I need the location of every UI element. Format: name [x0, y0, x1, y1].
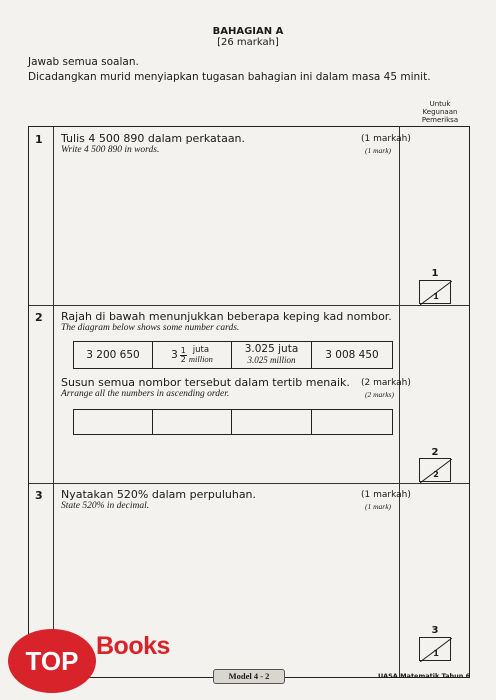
question-2-instruction-translation: Arrange all the numbers in ascending order.	[61, 389, 230, 399]
question-2-score-label: 2	[431, 447, 439, 458]
question-2-translation: The diagram below shows some number cards.	[61, 323, 240, 333]
number-card-2-fraction: $\frac{1}{2}$	[180, 345, 186, 364]
footer-subject: UASA Matematik Tahun 6	[378, 672, 471, 680]
question-1-marks-en: (1 mark)	[365, 146, 392, 155]
question-3-marks-en: (1 mark)	[365, 502, 392, 511]
instruction-line-1: Jawab semua soalan.	[28, 56, 139, 68]
answer-box-2[interactable]	[153, 410, 232, 434]
question-3-score-label: 3	[431, 625, 439, 636]
question-2-marks: (2 markah)	[361, 378, 411, 388]
question-3-text: Nyatakan 520% dalam perpuluhan.	[61, 488, 257, 501]
question-1-translation: Write 4 500 890 in words.	[61, 145, 160, 155]
question-table	[25, 126, 470, 678]
answer-box-1[interactable]	[74, 410, 153, 434]
question-2-instruction: Susun semua nombor tersebut dalam tertib menaik.	[61, 376, 350, 389]
question-1-marks: (1 markah)	[361, 134, 411, 144]
page-number: Model 4 - 2	[213, 669, 285, 684]
row-divider-2	[29, 483, 469, 484]
number-cards	[73, 341, 393, 369]
number-card-3: 3.025 juta 3.025 million	[232, 342, 312, 368]
question-3-marks: (1 markah)	[361, 490, 411, 500]
number-card-1: 3 200 650	[74, 342, 153, 368]
row-divider-1	[29, 305, 469, 306]
question-3-score-total: 1	[433, 649, 439, 658]
question-1-score-box	[419, 280, 451, 304]
question-1-text: Tulis 4 500 890 dalam perkataan.	[61, 132, 246, 145]
instruction-line-2: Dicadangkan murid menyiapkan tugasan bahagian ini dalam masa 45 minit.	[28, 71, 431, 83]
section-title: BAHAGIAN A	[212, 26, 284, 37]
question-2-marks-en: (2 marks)	[365, 390, 394, 399]
examiner-column-divider	[399, 127, 400, 677]
question-1-score-label: 1	[431, 268, 439, 279]
number-card-2: 3 $\frac{1}{2}$ juta million	[153, 342, 232, 368]
question-2-score-total: 2	[433, 470, 439, 479]
number-card-4: 3 008 450	[325, 349, 379, 361]
question-1-score-total: 1	[433, 292, 439, 301]
answer-box-4[interactable]	[312, 410, 392, 434]
question-2-text: Rajah di bawah menunjukkan beberapa keping kad nombor.	[61, 310, 392, 323]
examiner-column-heading: Untuk Kegunaan Pemeriksa	[421, 100, 459, 124]
question-2-score-box	[419, 458, 451, 482]
question-3-number: 3	[35, 489, 43, 502]
question-1-number: 1	[35, 133, 43, 146]
answer-box-3[interactable]	[232, 410, 312, 434]
topbooks-logo	[6, 626, 98, 696]
answer-boxes	[73, 409, 393, 435]
topbooks-logo-text: Books	[96, 632, 170, 660]
number-column-divider	[53, 127, 54, 677]
question-3-score-box	[419, 637, 451, 661]
svg-text:TOP: TOP	[25, 646, 79, 676]
question-3-translation: State 520% in decimal.	[61, 501, 150, 511]
question-2-number: 2	[35, 311, 43, 324]
section-marks: [26 markah]	[217, 37, 279, 48]
